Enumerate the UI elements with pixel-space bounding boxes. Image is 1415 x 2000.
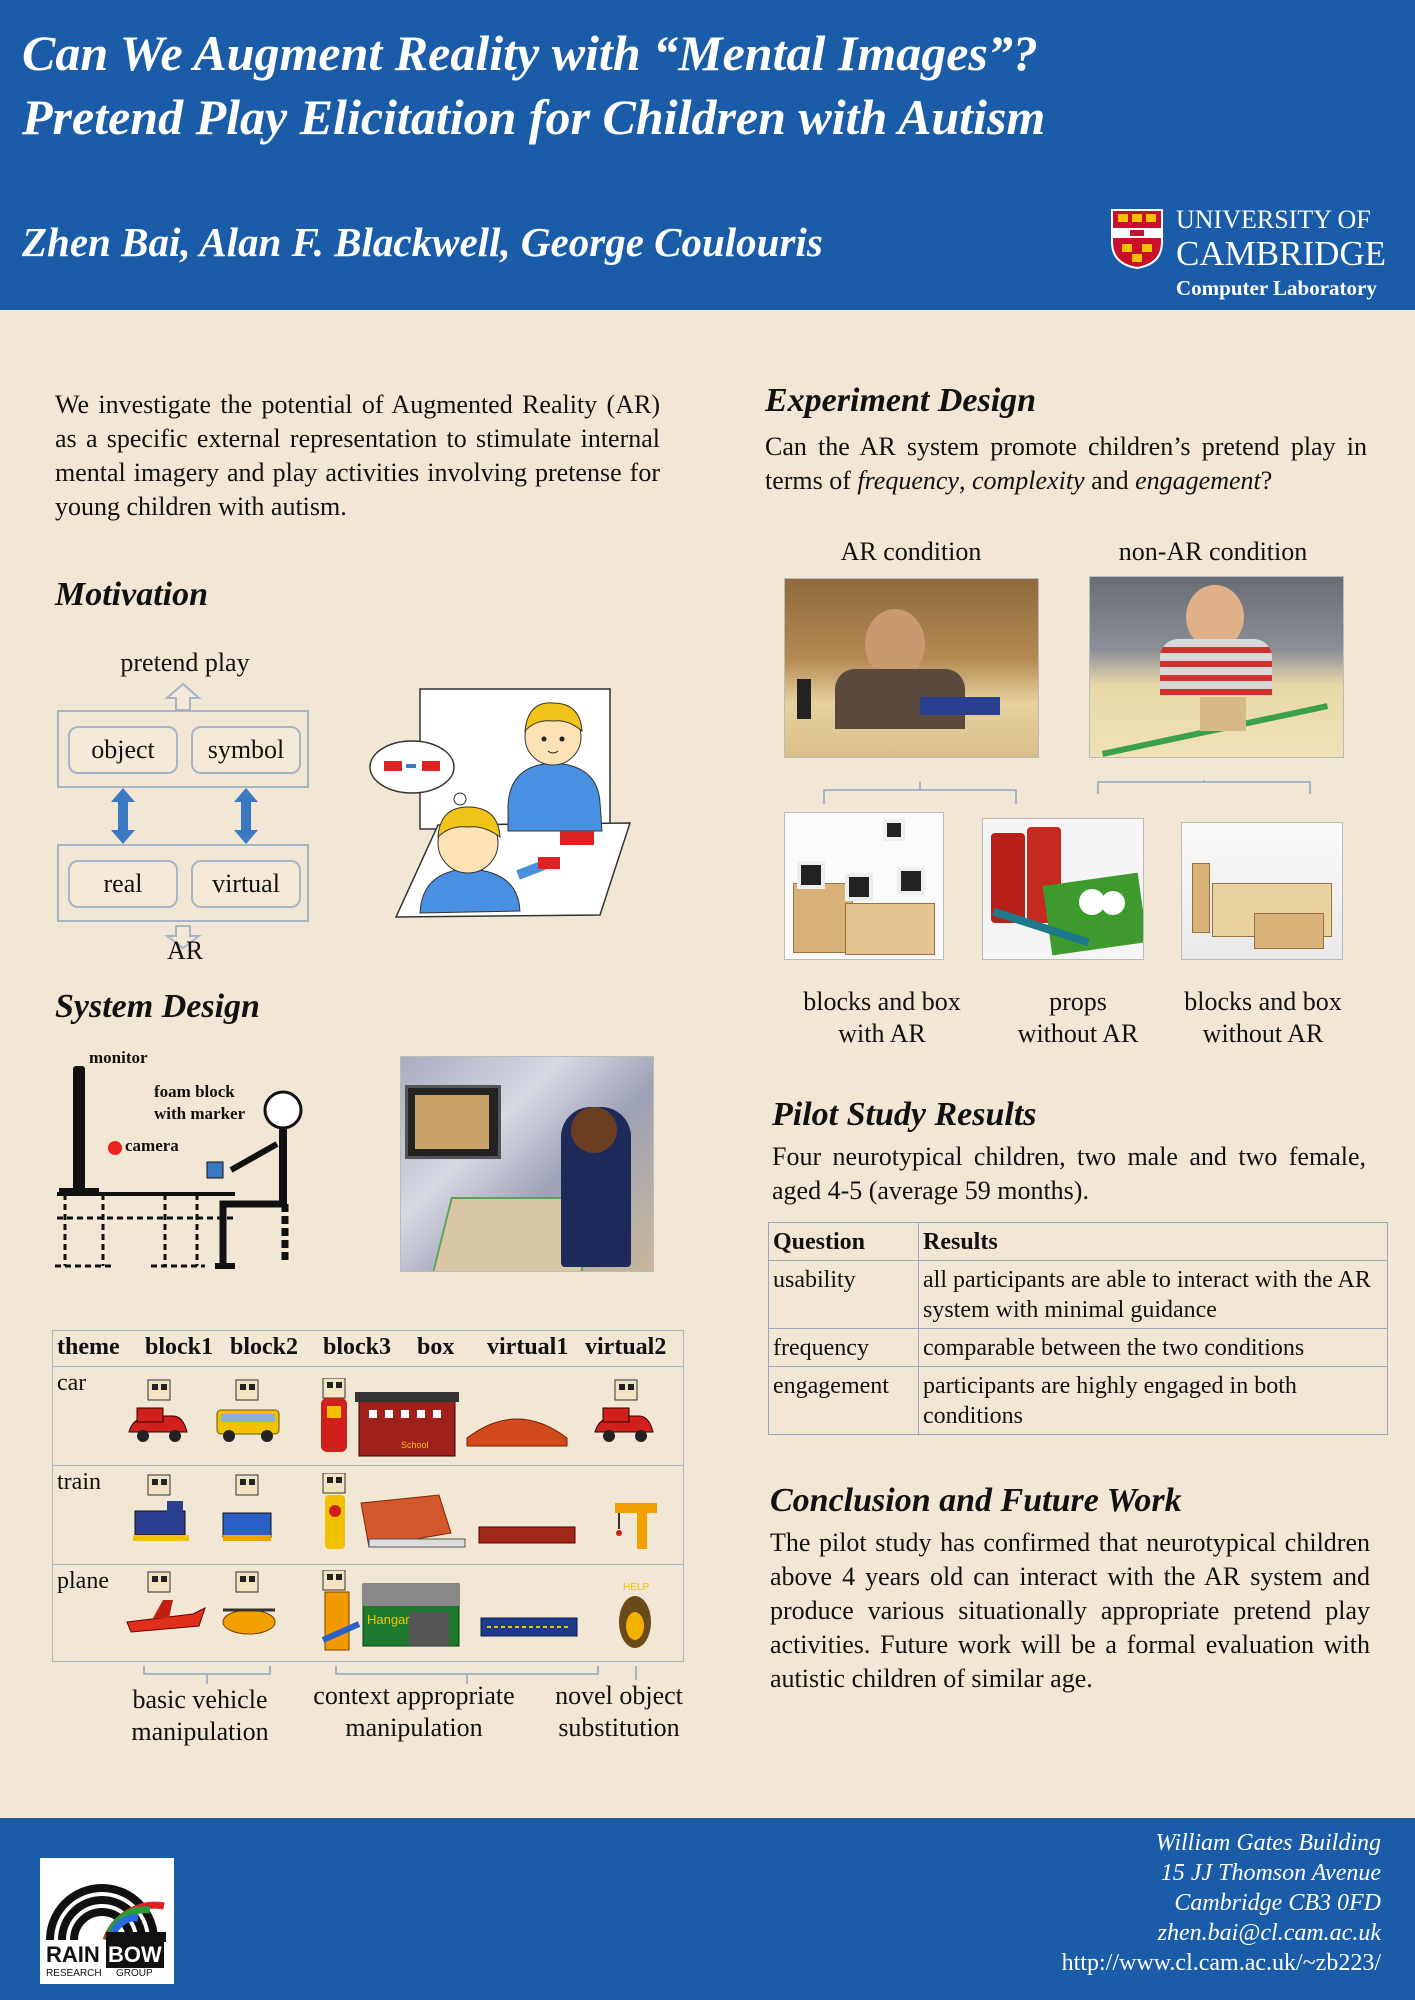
block-image xyxy=(1254,913,1324,949)
rainbow-logo xyxy=(40,1858,174,1984)
caption-props xyxy=(994,986,1162,1050)
caption-context xyxy=(298,1680,530,1744)
poster-header xyxy=(0,0,1415,310)
address-line-1: William Gates Building xyxy=(1155,1830,1381,1856)
camera-label: camera xyxy=(125,1136,179,1155)
system-design-heading: System Design xyxy=(55,988,260,1025)
wood-box-image xyxy=(1200,697,1246,731)
school-label: School xyxy=(401,1440,429,1450)
conclusion-heading: Conclusion and Future Work xyxy=(770,1482,1182,1519)
blocks-without-ar-photo xyxy=(1181,822,1343,960)
question-frequency: frequency xyxy=(857,466,959,495)
ar-condition-label: AR condition xyxy=(840,537,982,566)
toy-train-image xyxy=(920,697,1000,715)
marker-block-icon xyxy=(148,1380,170,1400)
props-without-ar-photo xyxy=(982,818,1144,960)
car-theme-items xyxy=(123,1378,683,1462)
rainbow-arcs-icon xyxy=(46,1862,168,1942)
question-cell: frequency xyxy=(769,1329,919,1367)
block-image xyxy=(845,903,935,955)
pretend-play-label: pretend play xyxy=(120,648,250,677)
marker-image xyxy=(797,861,825,889)
marker-image xyxy=(883,819,905,841)
monitor-screen xyxy=(415,1095,489,1149)
hangar-label: Hangar xyxy=(367,1612,410,1627)
theme-row-car xyxy=(53,1368,683,1466)
experiment-question xyxy=(765,430,1367,498)
caption-props-2: without AR xyxy=(1017,1019,1139,1048)
plane-theme-items xyxy=(123,1570,683,1658)
university-line-3: Computer Laboratory xyxy=(1176,276,1377,300)
ar-label: AR xyxy=(166,936,204,965)
question-cell: engagement xyxy=(769,1367,919,1435)
monitor-label: monitor xyxy=(89,1048,148,1067)
row-label-plane: plane xyxy=(57,1568,109,1594)
conclusion-text: The pilot study has confirmed that neurotypical children above 4 years old can interact with the AR system and produce various situationally appropriate pretend play activities. Future work will be a formal evaluation with autistic children of similar age. xyxy=(770,1528,1370,1693)
header-virtual2: virtual2 xyxy=(585,1334,667,1360)
pilot-results-table xyxy=(768,1222,1388,1435)
marker-image xyxy=(897,867,925,895)
double-arrow-icon xyxy=(110,788,136,844)
question-cell: usability xyxy=(769,1261,919,1329)
university-line-1: UNIVERSITY OF xyxy=(1176,205,1371,234)
result-cell: all participants are able to interact with the AR system with minimal guidance xyxy=(919,1261,1388,1329)
non-ar-condition-photo xyxy=(1089,576,1344,758)
title-line-2: Pretend Play Elicitation for Children with Autism xyxy=(22,89,1046,145)
table-row xyxy=(769,1367,1388,1435)
university-line-2: CAMBRIDGE xyxy=(1176,234,1387,273)
marker-image xyxy=(845,873,873,901)
caption-blocks-with-ar-1: blocks and box xyxy=(803,987,961,1016)
question-and: and xyxy=(1084,466,1136,495)
table-row xyxy=(769,1329,1388,1367)
header-box: box xyxy=(417,1334,455,1360)
theme-row-plane xyxy=(53,1566,683,1662)
header-virtual1: virtual1 xyxy=(487,1334,569,1360)
logo-research: RESEARCH xyxy=(46,1968,102,1979)
system-setup-drawing xyxy=(55,1044,315,1274)
children-cartoon-illustration xyxy=(368,685,640,925)
caption-blocks-without-ar-1: blocks and box xyxy=(1184,987,1342,1016)
caption-basic-2: manipulation xyxy=(131,1717,269,1746)
motivation-heading: Motivation xyxy=(55,576,209,613)
pilot-heading: Pilot Study Results xyxy=(772,1096,1037,1133)
ar-condition-photo xyxy=(784,578,1039,758)
caption-context-1: context appropriate xyxy=(313,1681,515,1710)
non-ar-condition-label: non-AR condition xyxy=(1118,537,1308,566)
cambridge-crest-icon xyxy=(1110,208,1164,270)
caption-context-2: manipulation xyxy=(345,1713,483,1742)
foam-block-label: foam block xyxy=(154,1082,235,1101)
caption-novel-2: substitution xyxy=(558,1713,680,1742)
row-label-car: car xyxy=(57,1370,87,1396)
condition-brackets xyxy=(820,780,1330,810)
setup-figure xyxy=(55,1044,315,1274)
question-prefix: Can the AR system promote children’s pretend play in terms of xyxy=(765,432,1367,495)
question-comma: , xyxy=(958,466,972,495)
theme-table-header xyxy=(53,1331,683,1367)
caption-blocks-with-ar-2: with AR xyxy=(838,1019,926,1048)
email-link[interactable]: zhen.bai@cl.cam.ac.uk xyxy=(1157,1920,1381,1946)
caption-novel-1: novel object xyxy=(555,1681,683,1710)
ball-image xyxy=(1101,891,1125,915)
real-pill: real xyxy=(68,860,178,908)
header-block1: block1 xyxy=(145,1334,214,1360)
object-pill: object xyxy=(68,726,178,774)
logo-bow: BOW xyxy=(108,1942,162,1967)
child-shirt-image xyxy=(1160,639,1272,695)
caption-blocks-without-ar xyxy=(1154,986,1372,1050)
virtual-pill: virtual xyxy=(191,860,301,908)
system-photo xyxy=(400,1056,654,1272)
col-question: Question xyxy=(769,1223,919,1261)
caption-props-1: props xyxy=(1049,987,1107,1016)
table-row xyxy=(769,1261,1388,1329)
logo-rain: RAIN xyxy=(46,1942,100,1967)
symbol-pill: symbol xyxy=(191,726,301,774)
block-image xyxy=(793,883,853,953)
logo-group: GROUP xyxy=(116,1968,153,1979)
blocks-with-ar-photo xyxy=(784,812,944,960)
question-complexity: complexity xyxy=(971,466,1085,495)
caption-novel xyxy=(542,1680,696,1744)
address-line-3: Cambridge CB3 0FD xyxy=(1174,1890,1381,1916)
authors: Zhen Bai, Alan F. Blackwell, George Coulouris xyxy=(22,219,823,265)
header-block3: block3 xyxy=(323,1334,392,1360)
address-line-2: 15 JJ Thomson Avenue xyxy=(1160,1860,1381,1886)
caption-basic xyxy=(110,1684,290,1748)
pilot-table-header xyxy=(769,1223,1388,1261)
double-arrow-icon xyxy=(233,788,259,844)
question-engagement: engagement xyxy=(1135,466,1261,495)
theme-row-train xyxy=(53,1467,683,1565)
intro-paragraph: We investigate the potential of Augmented Reality (AR) as a specific external representation to stimulate internal mental imagery and play activities involving pretense for young children with autism. xyxy=(55,390,660,521)
help-label: HELP xyxy=(623,1582,650,1593)
traffic-light-image xyxy=(797,679,811,719)
child-head-image xyxy=(571,1107,617,1153)
header-theme: theme xyxy=(57,1334,120,1360)
question-mark: ? xyxy=(1260,466,1273,495)
caption-basic-1: basic vehicle xyxy=(132,1685,268,1714)
result-cell: participants are highly engaged in both conditions xyxy=(919,1367,1388,1435)
caption-blocks-with-ar xyxy=(772,986,992,1050)
title-line-1: Can We Augment Reality with “Mental Images”? xyxy=(22,25,1038,81)
header-block2: block2 xyxy=(230,1334,299,1360)
website-link[interactable]: http://www.cl.cam.ac.uk/~zb223/ xyxy=(1061,1950,1381,1976)
block-image xyxy=(1192,863,1210,933)
up-arrow-icon xyxy=(163,682,203,712)
poster-footer xyxy=(0,1818,1415,2000)
row-label-train: train xyxy=(57,1469,101,1495)
theme-table xyxy=(52,1330,684,1662)
motivation-diagram xyxy=(55,648,315,948)
result-cell: comparable between the two conditions xyxy=(919,1329,1388,1367)
pilot-text: Four neurotypical children, two male and two female, aged 4-5 (average 59 months). xyxy=(772,1142,1366,1205)
caption-blocks-without-ar-2: without AR xyxy=(1202,1019,1324,1048)
train-theme-items xyxy=(123,1473,683,1561)
experiment-heading: Experiment Design xyxy=(765,382,1037,419)
with-marker-label: with marker xyxy=(154,1104,246,1123)
col-results: Results xyxy=(919,1223,1388,1261)
